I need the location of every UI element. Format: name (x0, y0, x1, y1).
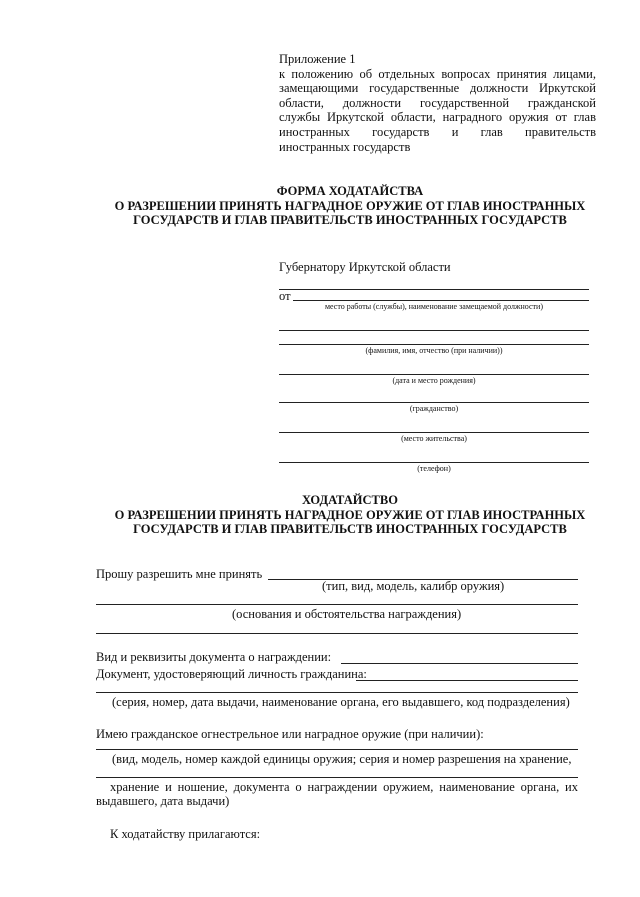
citizenship-caption: (гражданство) (409, 404, 459, 413)
request-text: Прошу разрешить мне принять (96, 567, 263, 581)
weapon-caption: (тип, вид, модель, калибр оружия) (322, 579, 505, 593)
fullname-caption: (фамилия, имя, отчество (при наличии)) (365, 346, 503, 355)
appendix-line: области, должности государственной гражданской (279, 95, 596, 110)
addressee-line[interactable] (279, 289, 589, 290)
form-title-line: ГОСУДАРСТВ И ГЛАВ ПРАВИТЕЛЬСТВ ИНОСТРАННЫХ ГОСУДАРСТВ (133, 213, 567, 227)
petition-title (60, 493, 640, 537)
appendix-line: замещающими государственные должности Иркутской (279, 81, 596, 96)
fullname-field[interactable] (279, 344, 589, 345)
residence-caption: (место жительства) (401, 434, 467, 443)
grounds-field[interactable] (96, 604, 578, 605)
id-doc-label: Документ, удостоверяющий личность гражданина: (96, 667, 367, 681)
petition-title-line: О РАЗРЕШЕНИИ ПРИНЯТЬ НАГРАДНОЕ ОРУЖИЕ ОТ ГЛАВ ИНОСТРАННЫХ (114, 507, 586, 522)
addressee-from-label: от (279, 289, 291, 303)
birth-caption: (дата и место рождения) (392, 376, 476, 385)
award-doc-field[interactable] (341, 663, 578, 664)
residence-field[interactable] (279, 432, 589, 433)
award-doc-label: Вид и реквизиты документа о награждении: (96, 650, 332, 664)
id-caption: (серия, номер, дата выдачи, наименование органа, его выдавшего, код подразделения) (112, 695, 570, 709)
weapon-details-caption-2: хранение и ношение, документа о награждении оружием, наименование органа, их выдавшего, дата выдачи) (96, 780, 578, 808)
grounds-caption: (основания и обстоятельства награждения) (232, 607, 462, 621)
phone-caption: (телефон) (417, 464, 451, 473)
petition-title-line: ГОСУДАРСТВ И ГЛАВ ПРАВИТЕЛЬСТВ ИНОСТРАННЫХ ГОСУДАРСТВ (133, 522, 567, 536)
appendix-line: к положению об отдельных вопросах принятия лицами, (279, 66, 596, 81)
appendix-line: службы Иркутской области, наградного оружия от глав (279, 110, 596, 125)
phone-field[interactable] (279, 462, 589, 463)
form-title (60, 184, 640, 228)
form-title-line: О РАЗРЕШЕНИИ ПРИНЯТЬ НАГРАДНОЕ ОРУЖИЕ ОТ ГЛАВ ИНОСТРАННЫХ (114, 198, 586, 213)
grounds-field-2[interactable] (96, 633, 578, 634)
appendix-block (279, 52, 596, 154)
appendix-line: Приложение 1 (279, 52, 356, 66)
birth-field[interactable] (279, 374, 589, 375)
have-weapon-label: Имею гражданское огнестрельное или наградное оружие (при наличии): (96, 727, 484, 741)
id-doc-field[interactable] (356, 680, 578, 681)
petition-title-line: ХОДАТАЙСТВО (302, 493, 398, 507)
appendix-line: иностранных государств (279, 139, 411, 154)
workplace-caption: место работы (службы), наименование замещаемой должности) (324, 302, 543, 311)
workplace-field-2[interactable] (279, 330, 589, 331)
attachments-label: К ходатайству прилагаются: (110, 827, 261, 841)
id-doc-field-2[interactable] (96, 692, 578, 693)
addressee-governor: Губернатору Иркутской области (279, 260, 451, 274)
weapon-details-field[interactable] (96, 777, 578, 778)
workplace-field[interactable] (293, 300, 589, 301)
form-title-line: ФОРМА ХОДАТАЙСТВА (276, 184, 424, 198)
have-weapon-field[interactable] (96, 749, 578, 750)
appendix-line: иностранных государств и глав правительств (279, 124, 596, 139)
weapon-details-caption: (вид, модель, номер каждой единицы оружия; серия и номер разрешения на хранение, (112, 752, 572, 766)
citizenship-field[interactable] (279, 402, 589, 403)
